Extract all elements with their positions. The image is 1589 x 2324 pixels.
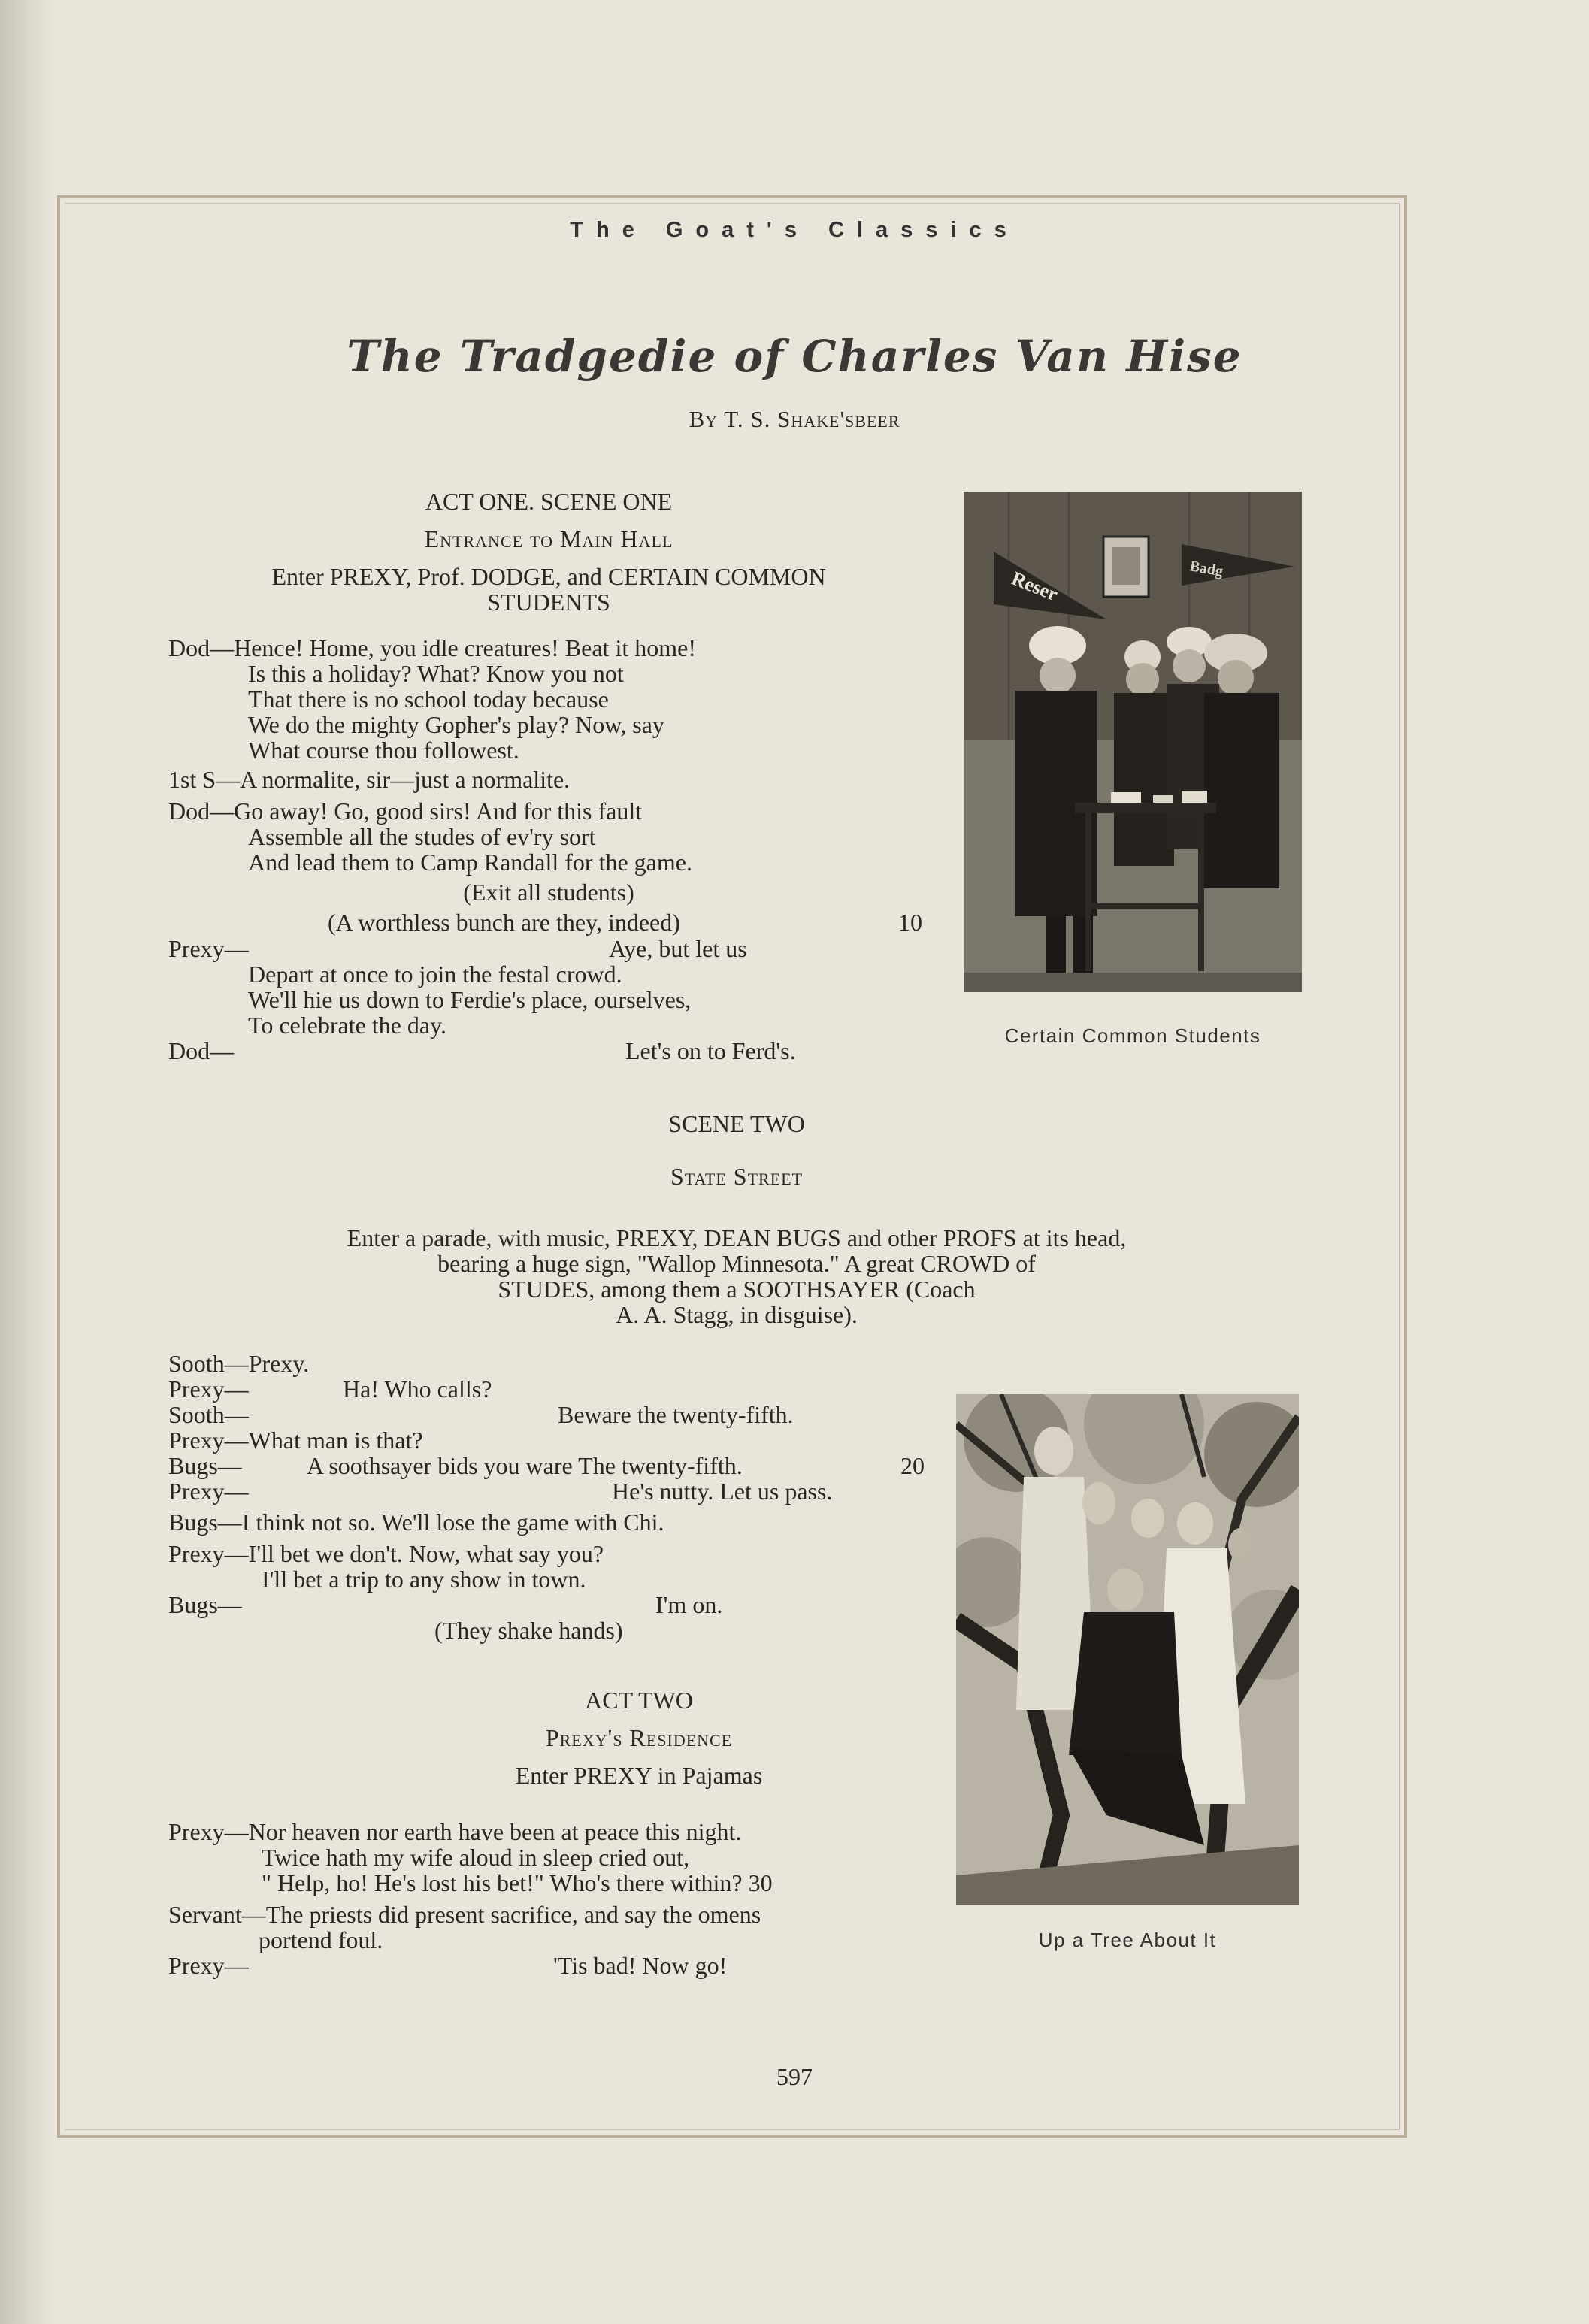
speaker: Bugs— xyxy=(168,1452,242,1479)
verse-line: Dod—Hence! Home, you idle creatures! Beat it home! xyxy=(168,634,696,661)
verse-line: A soothsayer bids you ware The twenty-fifth. xyxy=(307,1452,743,1479)
verse-line: 1st S—A normalite, sir—just a normalite. xyxy=(168,766,571,793)
stage-direction: (They shake hands) xyxy=(434,1617,623,1644)
verse-line: Bugs—I think not so. We'll lose the game with Chi. xyxy=(168,1508,664,1536)
speaker: Sooth— xyxy=(168,1401,249,1428)
verse-line: Ha! Who calls? xyxy=(343,1375,492,1403)
byline: By T. S. Shake'sbeer xyxy=(689,406,900,432)
verse-line: And lead them to Camp Randall for the game. xyxy=(248,849,692,876)
verse-line: Prexy—I'll bet we don't. Now, what say you? xyxy=(168,1540,604,1567)
line-number: 20 xyxy=(900,1452,925,1479)
verse-line: Beware the twenty-fifth. xyxy=(558,1401,794,1428)
scene-two-heading: SCENE TWO xyxy=(668,1110,805,1137)
act-one-stage-direction-cont: STUDENTS xyxy=(487,589,610,616)
students-photo-illustration xyxy=(964,492,1302,992)
pennant-text-2: Badg xyxy=(1188,558,1224,580)
verse-line: 'Tis bad! Now go! xyxy=(553,1952,728,1979)
verse-line: That there is no school today because xyxy=(248,685,609,713)
verse-line: What course thou followest. xyxy=(248,737,519,764)
stage-direction: (Exit all students) xyxy=(463,879,634,906)
page-number: 597 xyxy=(776,2063,813,2090)
act-two-stage-direction: Enter PREXY in Pajamas xyxy=(515,1762,763,1789)
verse-line: We'll hie us down to Ferdie's place, ourselves, xyxy=(248,986,692,1013)
speaker: Dod— xyxy=(168,1037,235,1064)
verse-line: I'll bet a trip to any show in town. xyxy=(262,1566,586,1593)
scene-two-stage-direction: bearing a huge sign, "Wallop Minnesota." A great CROWD of xyxy=(437,1250,1036,1277)
photo-up-a-tree xyxy=(956,1394,1299,1905)
scene-two-stage-direction: Enter a parade, with music, PREXY, DEAN BUGS and other PROFS at its head, xyxy=(347,1224,1127,1251)
speaker: Prexy— xyxy=(168,1478,249,1505)
act-two-location: Prexy's Residence xyxy=(545,1724,733,1751)
scene-two-stage-direction: A. A. Stagg, in disguise). xyxy=(616,1301,858,1328)
figure-caption-2: Up a Tree About It xyxy=(1038,1929,1217,1951)
verse-line: Let's on to Ferd's. xyxy=(625,1037,796,1064)
verse-line: Dod—Go away! Go, good sirs! And for this fault xyxy=(168,797,643,825)
verse-line: Servant—The priests did present sacrifice, and say the omens xyxy=(168,1901,761,1928)
line-number: 10 xyxy=(898,909,922,936)
figure-caption-1: Certain Common Students xyxy=(1004,1024,1261,1047)
photo-certain-common-students xyxy=(964,492,1302,992)
pennant-text-1: Reser xyxy=(1008,567,1061,606)
verse-line: We do the mighty Gopher's play? Now, say xyxy=(248,711,664,738)
tree-photo-illustration xyxy=(956,1394,1299,1905)
verse-line: Prexy—Nor heaven nor earth have been at peace this night. xyxy=(168,1818,742,1845)
scene-two-location: State Street xyxy=(670,1163,804,1190)
act-one-location: Entrance to Main Hall xyxy=(424,525,673,552)
verse-line: portend foul. xyxy=(259,1926,383,1953)
verse-line: To celebrate the day. xyxy=(248,1012,446,1039)
verse-line: " Help, ho! He's lost his bet!" Who's there within? 30 xyxy=(262,1869,773,1896)
act-two-heading: ACT TWO xyxy=(585,1687,693,1714)
verse-line: Assemble all the studes of ev'ry sort xyxy=(248,823,596,850)
verse-line: Prexy—What man is that? xyxy=(168,1427,423,1454)
running-head: The Goat's Classics xyxy=(570,218,1019,242)
speaker: Prexy— xyxy=(168,935,249,962)
verse-line: He's nutty. Let us pass. xyxy=(612,1478,833,1505)
verse-line: (A worthless bunch are they, indeed) xyxy=(328,909,680,936)
speaker: Prexy— xyxy=(168,1952,249,1979)
verse-line: Aye, but let us xyxy=(609,935,747,962)
verse-line: Is this a holiday? What? Know you not xyxy=(248,660,624,687)
verse-line: Sooth—Prexy. xyxy=(168,1350,310,1377)
speaker: Bugs— xyxy=(168,1591,242,1618)
act-one-heading: ACT ONE. SCENE ONE xyxy=(425,488,673,515)
act-one-stage-direction: Enter PREXY, Prof. DODGE, and CERTAIN COMMON xyxy=(271,563,826,590)
page-title: The Tradgedie of Charles Van Hise xyxy=(347,331,1242,382)
verse-line: Twice hath my wife aloud in sleep cried out, xyxy=(262,1844,690,1871)
verse-line: Depart at once to join the festal crowd. xyxy=(248,961,622,988)
speaker: Prexy— xyxy=(168,1375,249,1403)
verse-line: I'm on. xyxy=(655,1591,723,1618)
scene-two-stage-direction: STUDES, among them a SOOTHSAYER (Coach xyxy=(498,1275,976,1303)
